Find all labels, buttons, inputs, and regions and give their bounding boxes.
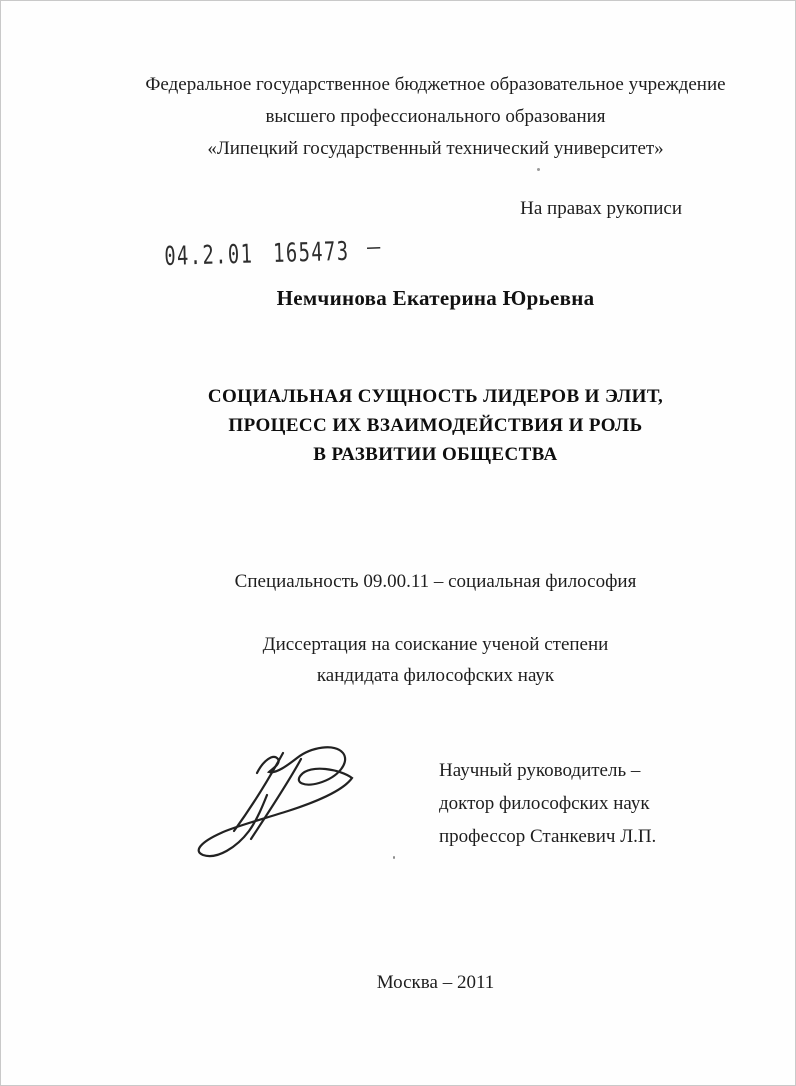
institution-line-2: высшего профессионального образования bbox=[265, 106, 606, 127]
specialty-line: Специальность 09.00.11 – социальная философия bbox=[234, 571, 637, 592]
stamp-dash-mark: – bbox=[366, 234, 381, 261]
city-year-line: Москва – 2011 bbox=[376, 972, 495, 993]
thesis-title-line-2: ПРОЦЕСС ИХ ВЗАИМОДЕЙСТВИЯ И РОЛЬ bbox=[228, 415, 643, 436]
library-stamp-number: 04.2.01 165473 bbox=[163, 236, 350, 272]
institution-line-1: Федеральное государственное бюджетное образовательное учреждение bbox=[145, 74, 726, 95]
thesis-type-line-2: кандидата философских наук bbox=[316, 665, 555, 686]
thesis-type-line-1: Диссертация на соискание ученой степени bbox=[262, 634, 609, 655]
scan-speck bbox=[537, 168, 540, 171]
supervisor-line-2: доктор философских наук bbox=[439, 793, 650, 814]
thesis-title-line-3: В РАЗВИТИИ ОБЩЕСТВА bbox=[313, 444, 558, 465]
scan-speck bbox=[393, 856, 395, 859]
thesis-title bbox=[136, 382, 735, 469]
thesis-type-block bbox=[136, 629, 735, 691]
supervisor-line-3: профессор Станкевич Л.П. bbox=[439, 826, 657, 847]
supervisor-block bbox=[439, 754, 656, 853]
supervisor-line-1: Научный руководитель – bbox=[439, 760, 641, 781]
institution-line-3: «Липецкий государственный технический университет» bbox=[207, 138, 664, 159]
author-name: Немчинова Екатерина Юрьевна bbox=[276, 286, 595, 310]
thesis-title-line-1: СОЦИАЛЬНАЯ СУЩНОСТЬ ЛИДЕРОВ И ЭЛИТ, bbox=[207, 386, 664, 407]
manuscript-rights-note: На правах рукописи bbox=[520, 198, 682, 219]
supervisor-signature bbox=[193, 743, 368, 861]
institution-block bbox=[136, 69, 735, 165]
